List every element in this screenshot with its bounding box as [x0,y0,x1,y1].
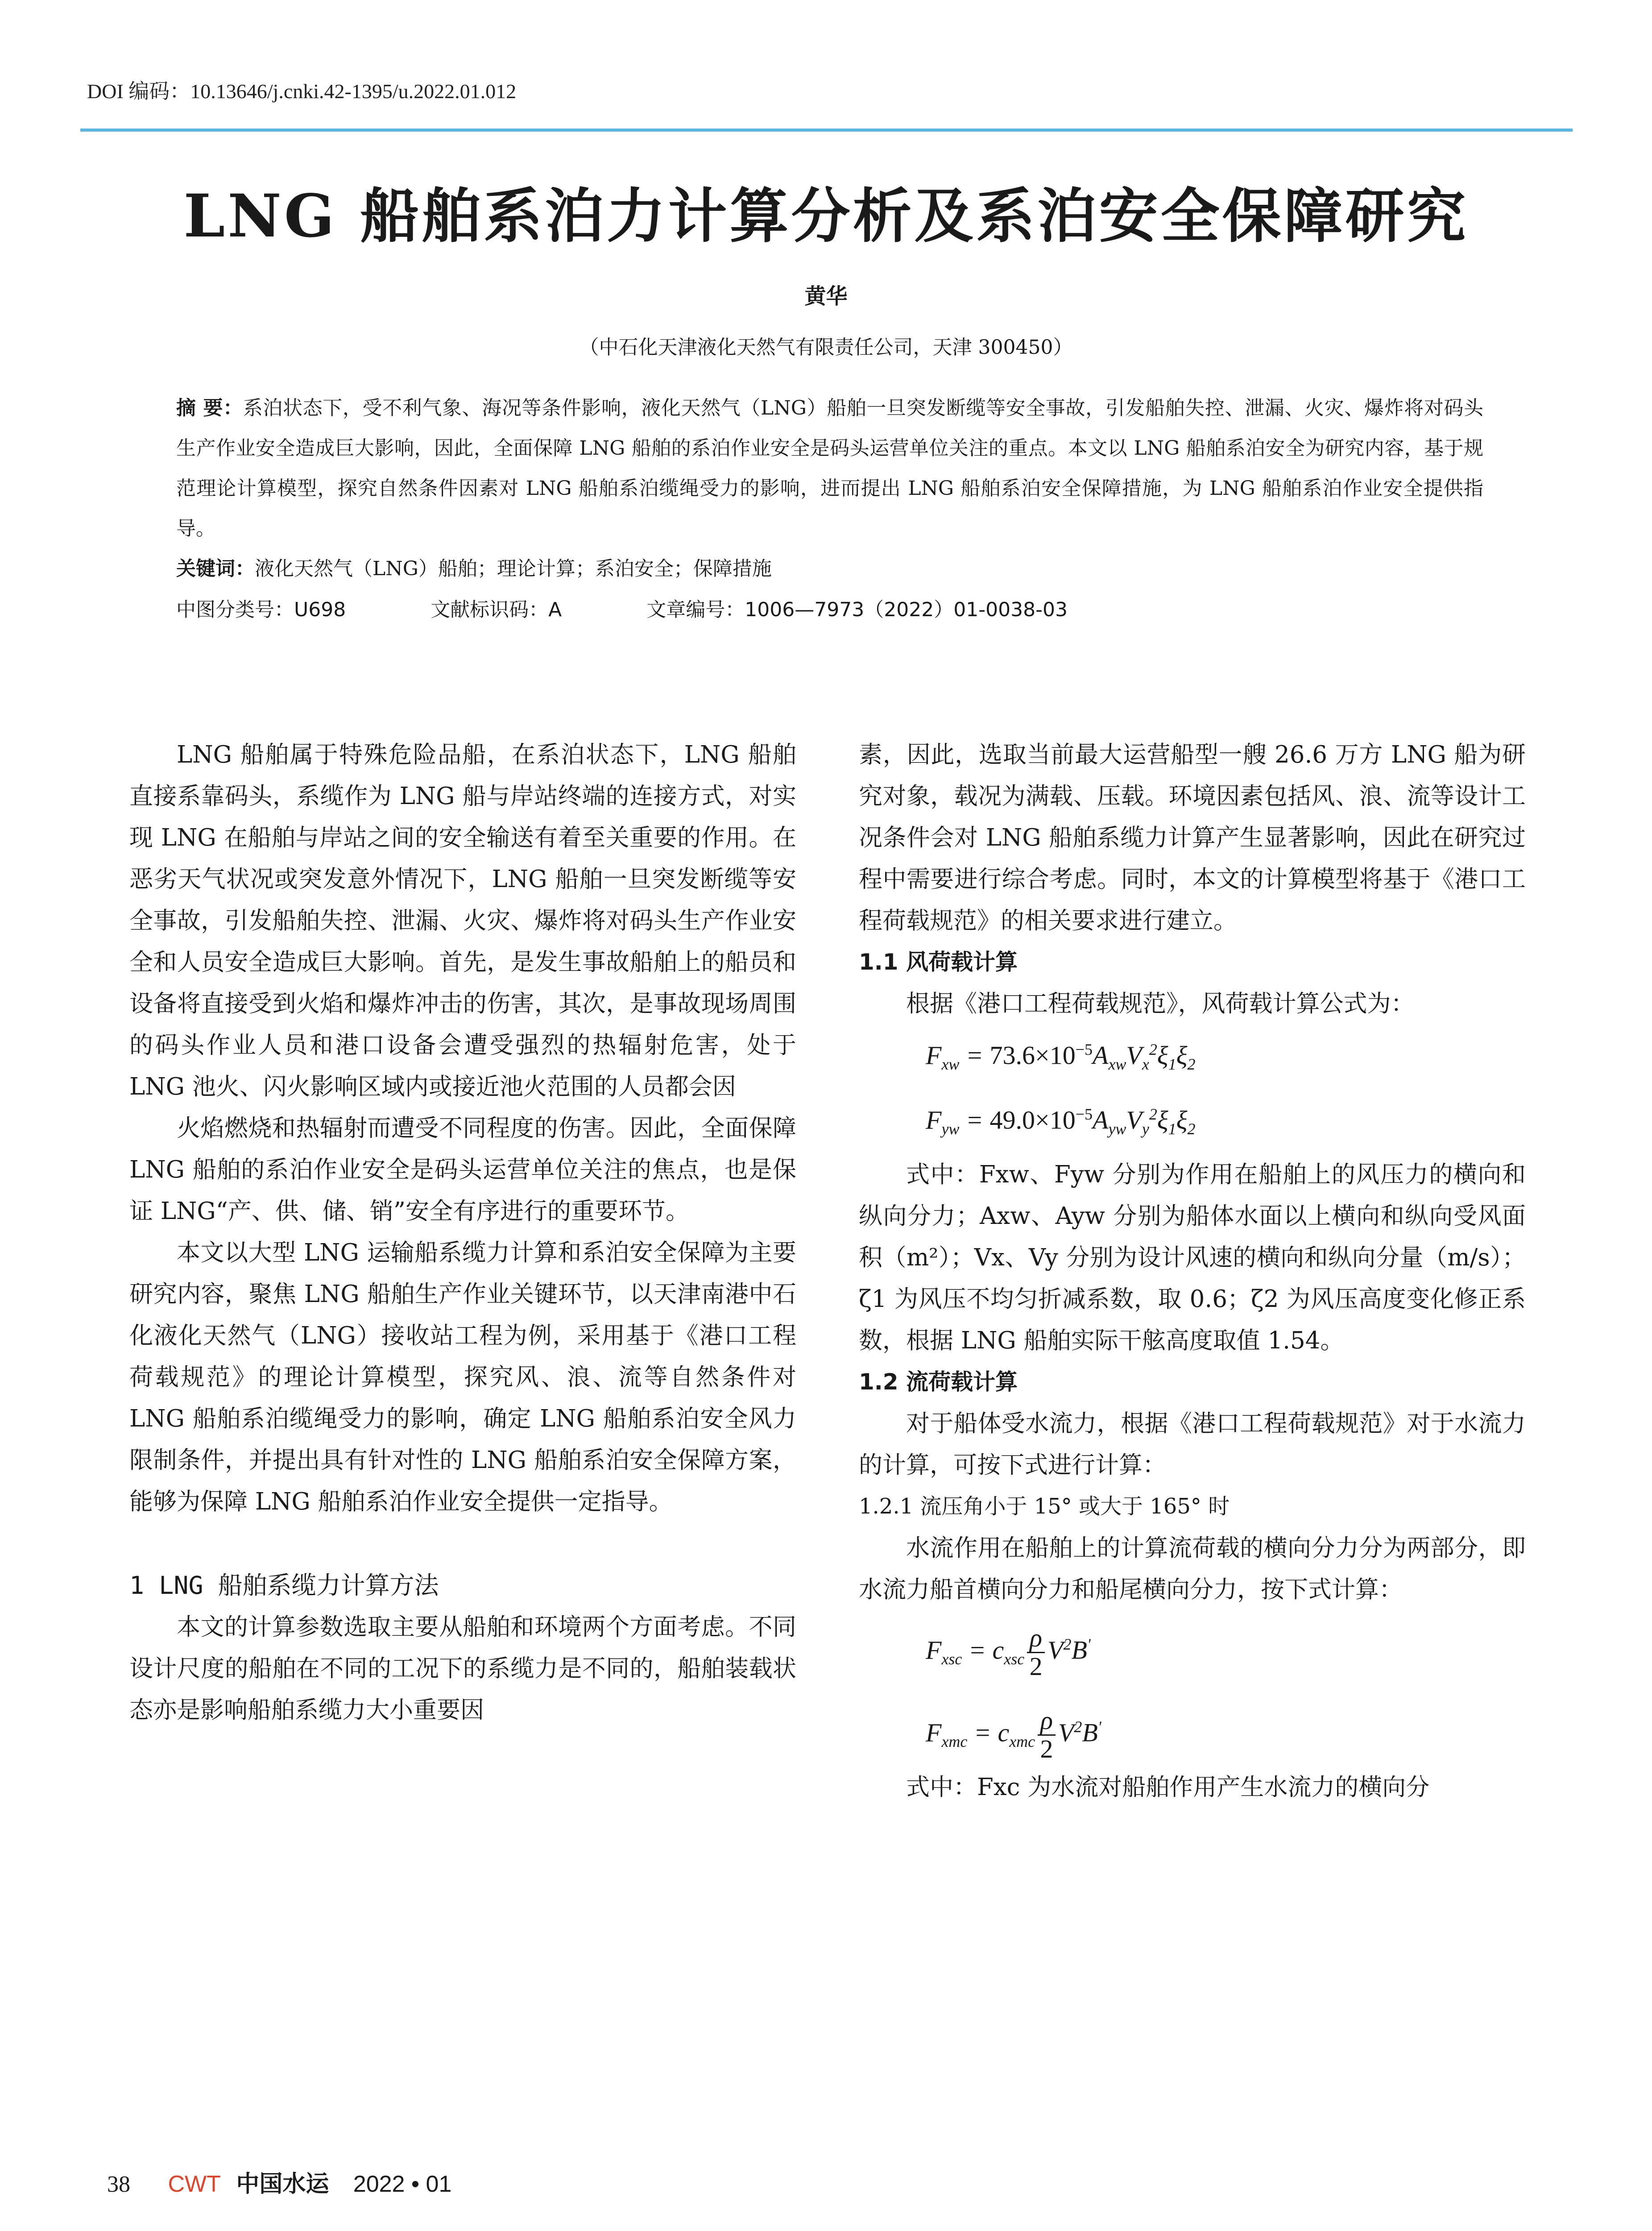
body-paragraph: 本文以大型 LNG 运输船系缆力计算和系泊安全保障为主要研究内容，聚焦 LNG 船舶生产作业关键环节，以天津南港中石化液化天然气（LNG）接收站工程为例，采用基于《港口工程荷载规范》的理论计算模型，探究风、浪、流等自然条件对 LNG 船舶系泊缆绳受力的影响，确定 LNG 船舶系泊安全风力限制条件，并提出具有针对性的 LNG 船舶系泊安全保障方案，能够为保障 LNG 船舶系泊作业安全提供一定指导。 [129,1239,796,1515]
section-heading-1-1: 1.1 风荷载计算 [859,949,1018,975]
keywords [176,552,772,581]
journal-issue: 2022 • 01 [353,2171,452,2197]
journal-logo: CWT [168,2171,221,2197]
section-heading-1-2-1: 1.2.1 流压角小于 15° 或大于 165° 时 [859,1493,1230,1519]
abstract-text: 系泊状态下，受不利气象、海况等条件影响，液化天然气（LNG）船舶一旦突发断缆等安全事故，引发船舶失控、泄漏、火灾、爆炸将对码头生产作业安全造成巨大影响，因此，全面保障 LNG 船舶的系泊作业安全是码头运营单位关注的重点。本文以 LNG 船舶系泊安全为研究内容，基于规范理论计算模型，探究自然条件因素对 LNG 船舶系泊缆绳受力的影响，进而提出 LNG 船舶系泊安全保障措施，为 LNG 船舶系泊作业安全提供指导。 [176,397,1483,540]
formula-fyw: $F_{yw} = 49.0\times 10^{-5}A_{yw}V_y^2\xi_1\xi_2$ [926,1105,1196,1138]
body-paragraph: LNG 船舶属于特殊危险品船，在系泊状态下，LNG 船舶直接系靠码头，系缆作为 LNG 船与岸站终端的连接方式，对实现 LNG 在船舶与岸站之间的安全输送有着至关重要的作用。在恶劣天气状况或突发意外情况下，LNG 船舶一旦突发断缆等安全事故，引发船舶失控、泄漏、火灾、爆炸将对码头生产作业安全和人员安全造成巨大影响。首先，是发生事故船舶上的船员和设备将直接受到火焰和爆炸冲击的伤害，其次，是事故现场周围的码头作业人员和港口设备会遭受强烈的热辐射危害，处于 LNG 池火、闪火影响区域内或接近池火范围的人员都会因 [129,741,796,1100]
body-paragraph: 本文的计算参数选取主要从船舶和环境两个方面考虑。不同设计尺度的船舶在不同的工况下的系缆力是不同的，船舶装载状态亦是影响船舶系缆力大小重要因 [129,1613,796,1724]
body-paragraph: 水流作用在船舶上的计算流荷载的横向分力分为两部分，即水流力船首横向分力和船尾横向分力，按下式计算： [859,1534,1526,1603]
document-code: 文献标识码：A [431,598,562,621]
journal-name: 中国水运 [236,2171,329,2197]
body-paragraph: 式中：Fxw、Fyw 分别为作用在船舶上的风压力的横向和纵向分力；Axw、Ayw 分别为船体水面以上横向和纵向受风面积（m²）；Vx、Vy 分别为设计风速的横向和纵向分量（m/s）；ζ1 为风压不均匀折减系数，取 0.6；ζ2 为风压高度变化修正系数，根据 LNG 船舶实际干舷高度取值 1.54。 [859,1161,1526,1354]
classification-line [176,593,1152,622]
clc-number: 中图分类号：U698 [176,598,346,621]
formula-fxmc: $F_{xmc} = c_{xmc}$ $\frac{\rho}{2}$ $V^2B'$ [926,1706,1101,1764]
page-footer [107,2165,451,2198]
article-number: 文章编号：1006—7973（2022）01-0038-03 [646,598,1068,621]
body-paragraph: 对于船体受水流力，根据《港口工程荷载规范》对于水流力的计算，可按下式进行计算： [859,1410,1526,1479]
keywords-text: 液化天然气（LNG）船舶；理论计算；系泊安全；保障措施 [255,557,772,580]
author-name: 黄华 [804,284,848,309]
right-column [859,734,1526,1808]
header-divider [80,129,1573,132]
abstract [176,388,1483,549]
doi-line: DOI 编码：10.13646/j.cnki.42-1395/u.2022.01.012 [87,80,517,103]
formula-fxsc: $F_{xsc} = c_{xsc}$ $\frac{\rho}{2}$ $V^2B'$ [926,1623,1091,1681]
section-heading-1: 1 LNG 船舶系缆力计算方法 [129,1571,439,1600]
body-paragraph: 根据《港口工程荷载规范》，风荷载计算公式为： [906,990,1415,1017]
affiliation: （中石化天津液化天然气有限责任公司，天津 300450） [579,336,1073,359]
body-paragraph: 式中：Fxc 为水流对船舶作用产生水流力的横向分 [906,1773,1430,1801]
keywords-label: 关键词： [176,557,255,580]
left-column [129,734,796,1731]
body-paragraph: 火焰燃烧和热辐射而遭受不同程度的伤害。因此，全面保障 LNG 船舶的系泊作业安全是码头运营单位关注的焦点，也是保证 LNG“产、供、储、销”安全有序进行的重要环节。 [129,1115,796,1225]
paper-title: LNG 船舶系泊力计算分析及系泊安全保障研究 [183,182,1469,251]
formula-fxw: $F_{xw} = 73.6\times 10^{-5}A_{xw}V_x^2\xi_1\xi_2$ [926,1041,1196,1073]
body-paragraph: 素，因此，选取当前最大运营船型一艘 26.6 万方 LNG 船为研究对象，载况为满载、压载。环境因素包括风、浪、流等设计工况条件会对 LNG 船舶系缆力计算产生显著影响，因此在研究过程中需要进行综合考虑。同时，本文的计算模型将基于《港口工程荷载规范》的相关要求进行建立。 [859,741,1526,934]
abstract-label: 摘 要： [176,397,243,419]
page-number: 38 [107,2172,130,2197]
section-heading-1-2: 1.2 流荷载计算 [859,1368,1018,1395]
